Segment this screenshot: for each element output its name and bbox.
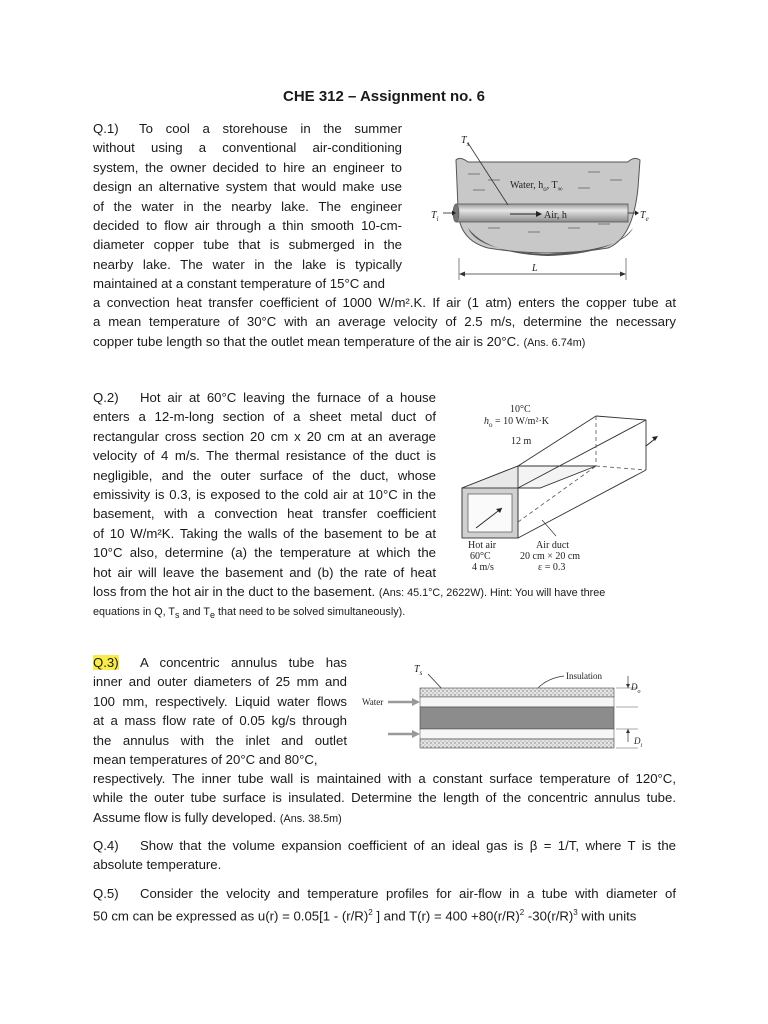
water-arrowhead-top: [412, 698, 420, 706]
duct-far-top-edge: [596, 416, 646, 420]
q2-first-line: [93, 388, 436, 407]
water-label: Water: [362, 697, 384, 707]
q5-exponent: 3: [573, 908, 578, 918]
q3-line: the annulus with the inlet and outlet: [93, 732, 347, 748]
q3-answer: (Ans. 38.5m): [279, 812, 342, 825]
q2-line: of 10 W/m²K. Taking the walls of the basement to be at: [93, 525, 436, 541]
q2-figure-air-duct: [456, 396, 668, 574]
q2-line: basement, with a convection heat transfer coefficient: [93, 506, 436, 522]
insulation-leader: [538, 676, 564, 688]
q3-figure-annulus: [358, 658, 668, 764]
q1-text-wrapped: [93, 119, 402, 294]
ts-label: $T_s$: [461, 135, 470, 148]
q1-line: To cool a storehouse in the summer: [139, 121, 402, 136]
q4-line: Show that the volume expansion coefficient of an ideal gas is β = 1/T, where T is the: [140, 838, 676, 853]
q4-line: absolute temperature.: [93, 857, 222, 873]
q3-line-text: Assume flow is fully developed.: [93, 809, 277, 825]
duct-length-label: 12 m: [511, 436, 532, 447]
q2-line: negligible, and the outer surface of the duct, whose: [93, 467, 436, 483]
q5-exponent: 2: [519, 908, 525, 918]
annulus-bottom: [420, 729, 614, 739]
q2-text-full: [93, 582, 676, 626]
insulation-bottom: [420, 739, 614, 748]
q5-formula-part: -30(r/R): [524, 908, 574, 924]
q2-number: Q.2): [93, 390, 119, 405]
te-label: $T_e$: [640, 210, 649, 223]
q5-first-line: [93, 884, 676, 903]
annulus-top: [420, 697, 614, 707]
q1-line: of the water in the nearby lake. The engineer: [93, 198, 402, 214]
air-duct-size: 20 cm × 20 cm: [520, 551, 581, 562]
hot-air-velocity: 4 m/s: [472, 562, 494, 573]
q1-line: a mean temperature of 30°C with an average velocity of 2.5 m/s, determine the necessary: [93, 314, 676, 330]
q1-line: a convection heat transfer coefficient of 1000 W/m².K. If air (1 atm) enters the copper tube at: [93, 295, 676, 310]
q2-answer-part: and T: [179, 606, 210, 619]
copper-tube: [456, 204, 628, 222]
q5-exponent: 2: [368, 908, 373, 918]
q1-figure-lake-tube: [428, 128, 654, 286]
di-arrowhead: [626, 729, 630, 733]
q1-line: without using a conventional air-conditioning: [93, 140, 402, 156]
ambient-temp-label: 10°C: [510, 404, 531, 415]
q1-line-text: copper tube length so that the outlet mean temperature of the air is 20°C.: [93, 333, 520, 349]
q2-line: velocity of 4 m/s. The thermal resistance of the duct is: [93, 448, 436, 464]
te-arrowhead: [635, 211, 639, 216]
q1-first-line: [93, 119, 402, 138]
q2-answer-cont: [93, 603, 676, 626]
q2-answer-sub: s: [175, 610, 180, 621]
water-label: Water, $h_o$, $T_\infty$: [510, 180, 563, 193]
air-duct-label: Air duct: [536, 540, 570, 551]
do-arrowhead: [626, 684, 630, 688]
q3-line: 100 mm, respectively. Liquid water flows: [93, 693, 347, 709]
q3-line: A concentric annulus tube has: [140, 655, 347, 670]
page-title: CHE 312 – Assignment no. 6: [282, 88, 485, 105]
q1-line: decided to flow air through a thin smooth 10-cm-: [93, 218, 402, 234]
q5-formula-part: ] and T(r) = 400 +80(r/R): [372, 908, 520, 924]
q1-answer: (Ans. 6.74m): [523, 336, 586, 349]
q4-number: Q.4): [93, 838, 119, 853]
di-label: $D_i$: [634, 736, 643, 749]
insulation-top: [420, 688, 614, 697]
q2-line-last: [93, 582, 676, 603]
q2-line-text: loss from the hot air in the duct to the basement.: [93, 584, 376, 599]
q1-line-last: [93, 332, 676, 353]
q1-line: design an alternative system that would make use: [93, 179, 402, 195]
q1-line: diameter copper tube that is submerged in the: [93, 237, 402, 253]
air-label: Air, h: [544, 210, 567, 221]
length-arrow-right: [620, 272, 626, 277]
hot-air-temp: 60°C: [470, 551, 491, 562]
q3-number-highlight: Q.3): [93, 655, 119, 670]
q2-answer-part: that need to be solved simultaneously).: [214, 606, 406, 619]
q3-text-full: [93, 769, 676, 829]
do-label: $D_o$: [631, 682, 641, 695]
q5-line: Consider the velocity and temperature profiles for air-flow in a tube with diameter of: [140, 886, 676, 901]
q3-text-wrapped: [93, 653, 347, 769]
q5-text: [93, 884, 676, 926]
q3-line-last: [93, 808, 676, 829]
inner-tube: [420, 707, 614, 729]
duct-hidden-bottom: [596, 466, 646, 470]
q3-first-line: [93, 653, 347, 672]
q3-line: mean temperatures of 20°C and 80°C,: [93, 752, 318, 768]
length-arrow-left: [459, 272, 465, 277]
q3-line: respectively. The inner tube wall is maintained with a constant surface temperature of 120°C,: [93, 771, 676, 786]
q5-number: Q.5): [93, 886, 119, 901]
q1-line: nearby lake. The water in the lake is typically: [93, 256, 402, 272]
ho-label: $h_o = 10$ W/m²·K: [484, 416, 550, 429]
q2-line: hot air will leave the basement and (b) the rate of heat: [93, 564, 436, 580]
q3-line: at a mass flow rate of 0.05 kg/s through: [93, 713, 347, 729]
ti-label: $T_i$: [431, 210, 439, 223]
ts-label: $T_s$: [414, 664, 423, 677]
q2-line: Hot air at 60°C leaving the furnace of a house: [140, 390, 436, 405]
duct-opening: [468, 494, 512, 532]
q2-line: 10°C also, determine (a) the temperature at which the: [93, 545, 436, 561]
q1-number: Q.1): [93, 121, 119, 136]
q1-line: maintained at a constant temperature of 15°C and: [93, 276, 385, 292]
q3-line: while the outer tube surface is insulated. Determine the length of the concentric annulus tube.: [93, 790, 676, 806]
q2-answer-part: equations in Q, T: [93, 606, 176, 619]
q5-formula-part: 50 cm can be expressed as u(r) = 0.05[1 - (r/R): [93, 908, 369, 924]
q2-line: emissivity is 0.3, is exposed to the cold air at 10°C in the: [93, 487, 436, 503]
q2-answer-sub: e: [209, 610, 215, 621]
q2-answer: (Ans: 45.1°C, 2622W). Hint: You will have three: [378, 587, 606, 599]
q1-text-full: [93, 293, 676, 353]
insulation-label: Insulation: [566, 671, 602, 681]
length-label: L: [532, 263, 538, 274]
duct-leader-line: [542, 520, 556, 536]
q2-line: rectangular cross section 20 cm x 20 cm at an average: [93, 428, 436, 444]
q5-line-formula: [93, 903, 676, 926]
q3-line: inner and outer diameters of 25 mm and: [93, 674, 347, 690]
q1-line: system, the owner decided to hire an engineer to: [93, 159, 402, 175]
q3-number: [93, 653, 140, 672]
water-arrowhead-bottom: [412, 730, 420, 738]
hot-air-label: Hot air: [468, 540, 497, 551]
q2-line: enters a 12-m-long section of a sheet metal duct of: [93, 409, 436, 425]
air-duct-emissivity: ε = 0.3: [538, 562, 566, 573]
q2-text-wrapped: [93, 388, 436, 582]
q4-first-line: [93, 836, 676, 855]
q4-text: [93, 836, 676, 875]
q5-formula-part: with units: [577, 908, 637, 924]
